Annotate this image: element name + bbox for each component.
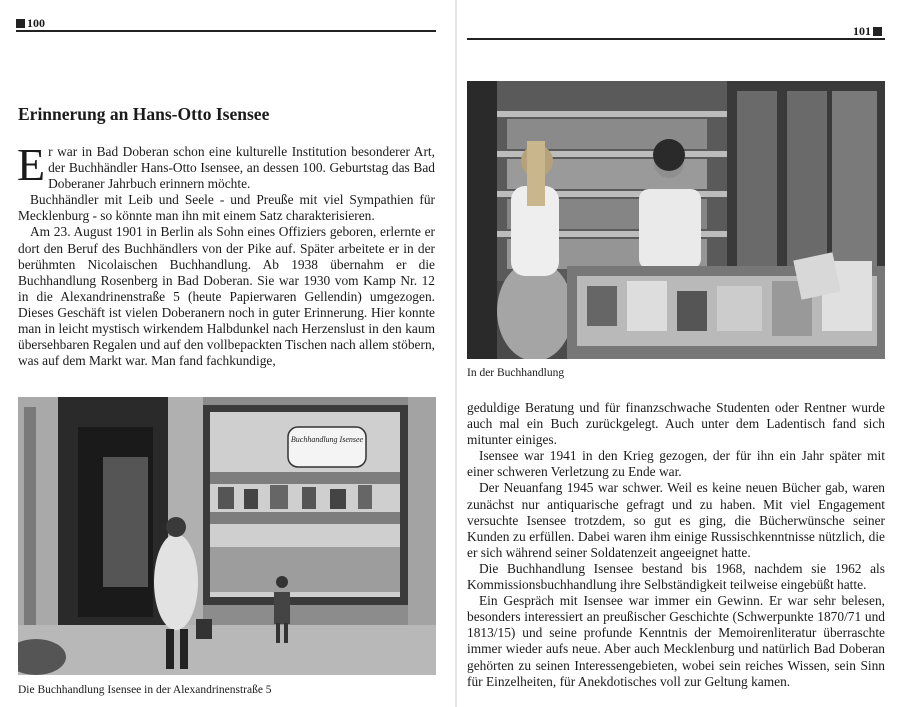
paragraph: Die Buchhandlung Isensee bestand bis 1968, nachdem sie 1962 als Kommissionsbuchhandlung ihre Selbständigkeit teilweise eingebüßt hatte. (467, 560, 885, 593)
left-body-text (17, 139, 435, 369)
page-marker-icon (16, 19, 25, 28)
interior-photo (467, 81, 885, 359)
shop-sign: Buchhandlung Isensee (290, 435, 364, 444)
shopfront-caption: Die Buchhandlung Isensee in der Alexandrinenstraße 5 (18, 684, 272, 696)
shopfront-photo (18, 397, 436, 675)
interior-caption: In der Buchhandlung (467, 367, 565, 379)
page-number-right: 101 (853, 24, 882, 38)
left-page (0, 0, 455, 707)
interior-illustration (467, 81, 885, 359)
paragraph: Der Neuanfang 1945 war schwer. Weil es keine neuen Bücher gab, waren zunächst nur antiquarische gefragt und zu haben. Mit viel Engagement versuchte Isensee trotzdem, so gut es ging, die Bücherwünsche seiner Kunden zu erfüllen. Dabei waren ihm einige Russischkenntnisse nützlich, die er sich während seiner Soldatenzeit angeeignet hatte. (467, 480, 885, 560)
page-marker-icon (873, 27, 882, 36)
paragraph: geduldige Beratung und für finanzschwache Studenten oder Rentner wurde auch mal ein Buch zurückgelegt. Auch unter dem Ladentisch fand sich mitunter einiges. (467, 400, 885, 448)
article-title: Erinnerung an Hans-Otto Isensee (18, 104, 270, 124)
paragraph: Isensee war 1941 in den Krieg gezogen, der für ihn ein Jahr später mit einer schweren Verletzung zu Ende war. (467, 448, 885, 480)
paragraph: Buchhändler mit Leib und Seele - und Preuße mit viel Sympathien für Mecklenburg - so könnte man ihn mit einem Satz charakterisieren. (18, 192, 435, 224)
header-rule-left (16, 30, 436, 32)
page-number-left: 100 (16, 16, 45, 30)
paragraph: Am 23. August 1901 in Berlin als Sohn eines Offiziers geboren, erlernte er dort den Beruf des Buchhändlers von der Pike auf. Später arbeitete er in der berühmten Nicolaischen Buchhandlung. Ab 1938 übernahm er die Buchhandlung Rosenberg in Bad Doberan. Sie war 1930 vom Kamp Nr. 12 in die Alexandrinenstraße 5 (heute Papierwaren Gellendin) umgezogen. Dieses Geschäft ist vielen Doberanern noch in guter Erinnerung. Hier konnte man in leicht mystisch wirkendem Halbdunkel nach Herzenslust in den kaum übersehbaren Regalen und auf den vollbepackten Tischen nach allem stöbern, was auf dem Markt war. Man fand fachkundige, (18, 224, 435, 369)
paragraph: Er war in Bad Doberan schon eine kulturelle Institution besonderer Art, der Buchhändler Hans-Otto Isensee, an dessen 100. Geburtstag das Bad Doberaner Jahrbuch erinnern möchte. (17, 139, 435, 192)
right-body-text (467, 400, 885, 690)
shopfront-illustration (18, 397, 436, 675)
paragraph: Ein Gespräch mit Isensee war immer ein Gewinn. Er war sehr belesen, besonders interessiert an preußischer Geschichte (Schwerpunkte 1870/71 und 1813/15) und seine profunde Kenntnis der Memoirenliteratur überraschte immer wieder aufs neue. Aber auch Mecklenburg und natürlich Bad Doberan gehörten zu seinen Interessengebieten, wobei sein reiches Wissen, sein Sinn für Einzelheiten, für Anekdotisches voll zur Geltung kamen. (467, 593, 885, 689)
header-rule-right (467, 38, 885, 40)
drop-cap: E (17, 139, 46, 190)
right-page (457, 0, 912, 707)
